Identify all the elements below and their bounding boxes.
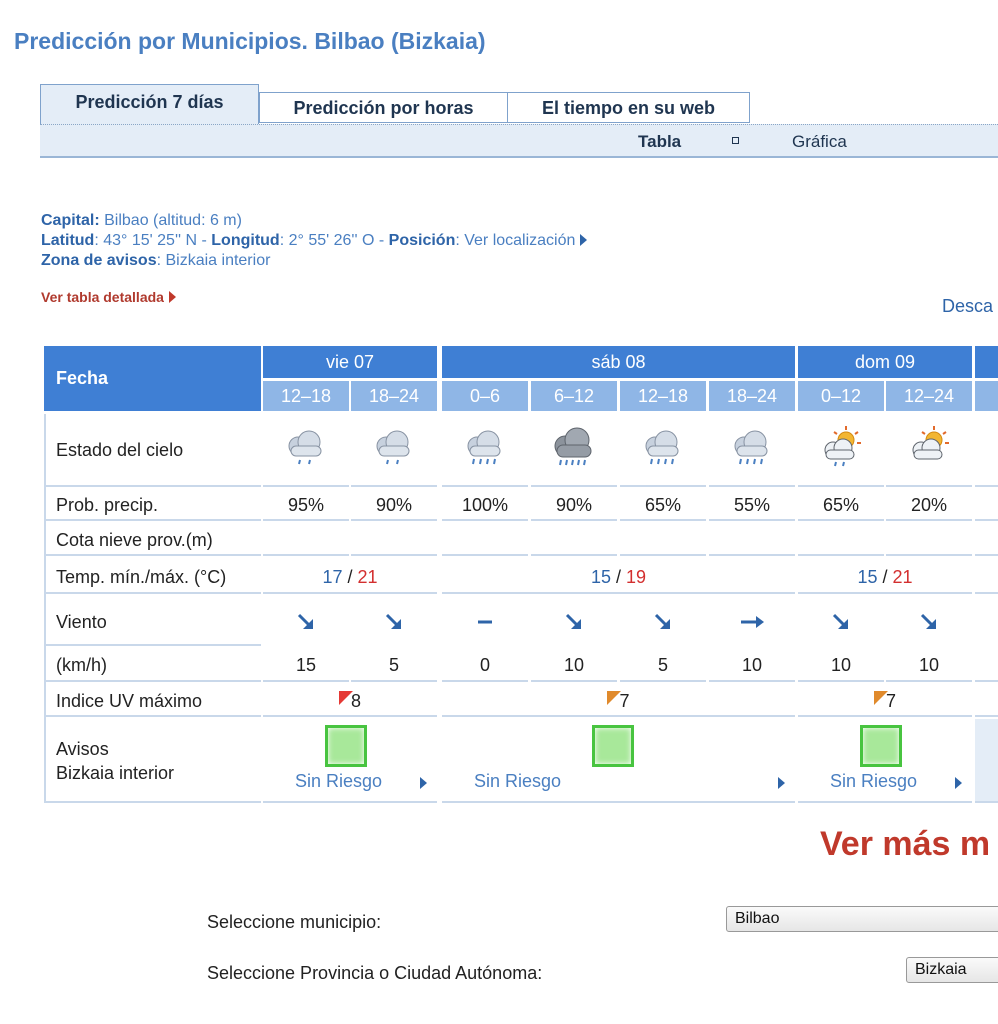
temp-minmax [798, 560, 972, 594]
aviso-green-square-icon [860, 725, 902, 767]
page-title: Predicción por Municipios. Bilbao (Bizkaia) [14, 28, 486, 54]
uv-index [263, 685, 437, 717]
kmh-partial [975, 648, 998, 682]
southeast-arrow-icon [798, 598, 884, 646]
wind-speed-value: 15 [263, 648, 349, 682]
day-header-partial [975, 346, 998, 378]
southeast-arrow-icon [620, 598, 706, 646]
period-header: 18–24 [709, 381, 795, 411]
latitud-value: : 43° 15' 25'' N - [94, 232, 212, 249]
cota-nieve-value [351, 524, 437, 556]
zona-avisos-label: Zona de avisos [41, 252, 157, 269]
period-header: 6–12 [531, 381, 617, 411]
sun-cloud-icon [886, 414, 972, 487]
day-header: sáb 08 [442, 346, 795, 378]
rain-cloud-icon [620, 414, 706, 487]
prob-precip-value: 55% [709, 490, 795, 521]
cota-nieve-value [709, 524, 795, 556]
temp-min: 17 [322, 567, 343, 587]
period-header: 0–12 [798, 381, 884, 411]
view-switcher [40, 124, 998, 158]
uv-value: 7 [885, 691, 896, 711]
sin-riesgo-link[interactable]: Sin Riesgo [474, 771, 562, 791]
play-arrow-icon [169, 291, 176, 303]
rain-light-cloud-icon [351, 414, 437, 487]
sin-riesgo-link[interactable]: Sin Riesgo [295, 771, 383, 791]
uv-index [798, 685, 972, 717]
tab-prediccion-7-dias[interactable]: Predicción 7 días [40, 84, 259, 125]
table-left-border [44, 414, 46, 803]
play-arrow-icon [778, 777, 785, 789]
cota-nieve-value [263, 524, 349, 556]
heavy-rain-cloud-icon [531, 414, 617, 487]
wind-speed-value: 10 [531, 648, 617, 682]
cota-nieve-value [442, 524, 528, 556]
fecha-header: Fecha [44, 346, 261, 411]
wind-speed-value: 0 [442, 648, 528, 682]
cota-nieve-value [798, 524, 884, 556]
uv-value: 8 [350, 691, 361, 711]
prob-precip-value: 90% [351, 490, 437, 521]
location-info [41, 211, 587, 271]
period-header-partial [975, 381, 998, 411]
prob-precip-value: 90% [531, 490, 617, 521]
cota-partial [975, 524, 998, 556]
cota-nieve-value [886, 524, 972, 556]
period-header: 0–6 [442, 381, 528, 411]
cota-nieve-value [620, 524, 706, 556]
avisos-label-2: Bizkaia interior [56, 763, 175, 783]
avisos-partial [975, 719, 998, 803]
prob-partial [975, 490, 998, 521]
southeast-arrow-icon [886, 598, 972, 646]
temp-separator: / [877, 567, 893, 587]
cota-nieve-value [531, 524, 617, 556]
capital-value: Bilbao (altitud: 6 m) [104, 212, 242, 229]
prob-precip-value: 100% [442, 490, 528, 521]
latitud-label: Latitud [41, 232, 95, 249]
temp-max: 21 [892, 567, 913, 587]
day-header: vie 07 [263, 346, 437, 378]
east-arrow-icon [709, 598, 795, 646]
uv-index [442, 685, 795, 717]
ver-mas-link[interactable]: Ver más m [820, 825, 991, 863]
temp-min: 15 [590, 567, 611, 587]
separator-square-icon [732, 137, 739, 144]
temp-max: 19 [626, 567, 647, 587]
southeast-arrow-icon [531, 598, 617, 646]
tab-el-tiempo-en-su-web[interactable]: El tiempo en su web [507, 92, 750, 123]
forecast-table [44, 346, 998, 806]
ver-localizacion-link[interactable]: : Ver localización [455, 232, 576, 249]
tab-bar [40, 84, 998, 124]
temp-separator: / [342, 567, 358, 587]
aviso-green-square-icon [325, 725, 367, 767]
play-arrow-icon [955, 777, 962, 789]
day-header: dom 09 [798, 346, 972, 378]
temp-label: Temp. mín./máx. (°C) [44, 560, 261, 594]
sun-cloud-rain-icon [798, 414, 884, 487]
estado-label: Estado del cielo [44, 414, 261, 487]
longitud-label: Longitud [211, 232, 280, 249]
ver-tabla-detallada-link[interactable] [41, 289, 176, 305]
wind-speed-value: 10 [798, 648, 884, 682]
temp-max: 21 [357, 567, 378, 587]
period-header: 12–18 [263, 381, 349, 411]
temp-min: 15 [857, 567, 878, 587]
period-header: 12–24 [886, 381, 972, 411]
southeast-arrow-icon [351, 598, 437, 646]
provincia-select[interactable]: Bizkaia [906, 957, 998, 983]
descarga-link[interactable]: Desca [942, 296, 994, 316]
uv-value: 7 [619, 691, 630, 711]
viento-label: Viento [44, 598, 261, 646]
sin-riesgo-link[interactable]: Sin Riesgo [830, 771, 918, 791]
wind-speed-value: 5 [351, 648, 437, 682]
zona-avisos-value: : Bizkaia interior [156, 252, 271, 269]
wind-speed-value: 5 [620, 648, 706, 682]
provincia-label: Seleccione Provincia o Ciudad Autónoma: [207, 963, 543, 983]
prob-precip-value: 65% [798, 490, 884, 521]
subtab-grafica[interactable]: Gráfica [792, 132, 847, 151]
southeast-arrow-icon [263, 598, 349, 646]
calm-dash-icon [442, 598, 528, 646]
tab-prediccion-por-horas[interactable]: Predicción por horas [259, 92, 508, 123]
capital-label: Capital: [41, 212, 100, 229]
rain-cloud-icon [442, 414, 528, 487]
municipio-label: Seleccione municipio: [207, 912, 382, 932]
estado-partial [975, 414, 998, 487]
prob-precip-value: 95% [263, 490, 349, 521]
period-header: 12–18 [620, 381, 706, 411]
rain-cloud-icon [709, 414, 795, 487]
subtab-tabla[interactable]: Tabla [638, 132, 682, 151]
period-header: 18–24 [351, 381, 437, 411]
longitud-value: : 2° 55' 26'' O - [279, 232, 389, 249]
temp-separator: / [610, 567, 626, 587]
uv-label: Indice UV máximo [44, 685, 261, 717]
uv-partial [975, 685, 998, 717]
rain-light-cloud-icon [263, 414, 349, 487]
wind-speed-value: 10 [709, 648, 795, 682]
temp-minmax [442, 560, 795, 594]
play-arrow-icon [420, 777, 427, 789]
avisos-label-1: Avisos [56, 739, 109, 759]
temp-partial [975, 560, 998, 594]
prob-label: Prob. precip. [44, 490, 261, 521]
temp-minmax [263, 560, 437, 594]
cota-label: Cota nieve prov.(m) [44, 524, 261, 556]
prob-precip-value: 65% [620, 490, 706, 521]
prob-precip-value: 20% [886, 490, 972, 521]
municipio-select[interactable]: Bilbao [726, 906, 998, 932]
kmh-label: (km/h) [44, 648, 261, 682]
play-arrow-icon [580, 234, 587, 246]
ver-tabla-detallada-label: Ver tabla detallada [41, 289, 164, 305]
aviso-green-square-icon [592, 725, 634, 767]
wind-speed-value: 10 [886, 648, 972, 682]
posicion-label: Posición [388, 232, 456, 249]
